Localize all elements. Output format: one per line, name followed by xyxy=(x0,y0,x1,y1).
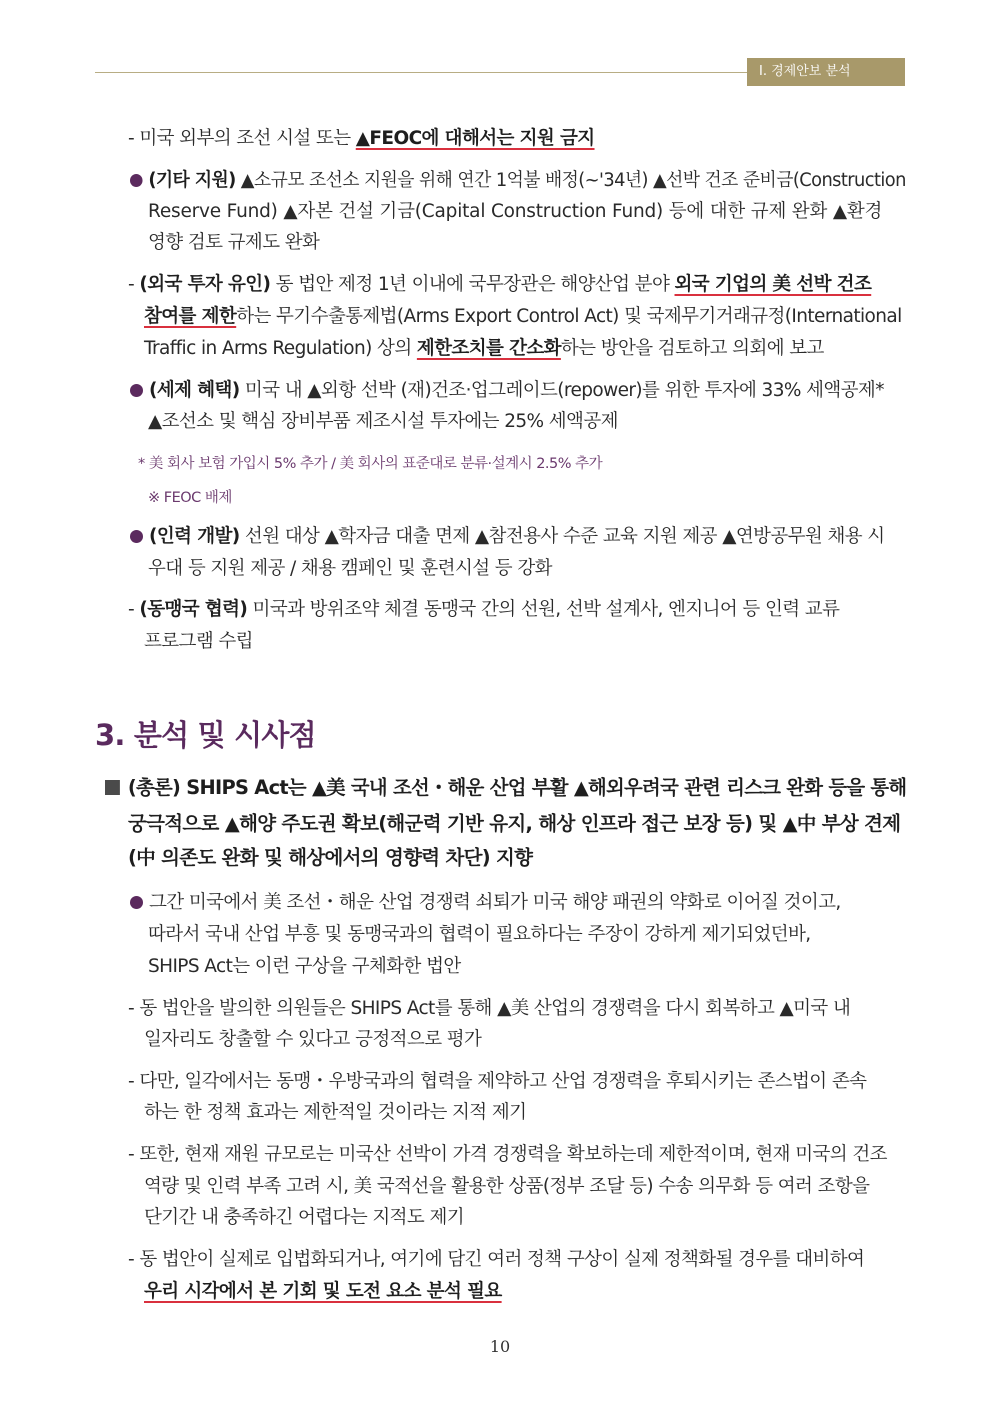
text-span: SHIPS Act는 이런 구상을 구체화한 법안 xyxy=(148,956,461,977)
text-span: 동 법안 제정 1년 이내에 국무장관은 해양산업 분야 xyxy=(270,274,675,295)
bullet-item xyxy=(130,890,841,916)
text-line xyxy=(128,597,839,623)
text-span: Reserve Fund) ▲자본 건설 기금(Capital Construction Fund) 등에 대한 규제 완화 ▲환경 xyxy=(148,201,883,222)
text-span: 단기간 내 충족하긴 어렵다는 지적도 제기 xyxy=(144,1207,465,1228)
text-line xyxy=(144,629,253,655)
text-span: - 동 법안이 실제로 입법화되거나, 여기에 담긴 여러 정책 구상이 실제 정책화될 경우를 대비하여 xyxy=(128,1249,865,1270)
underlined-emphasis: 외국 기업의 美 선박 건조 xyxy=(674,274,872,295)
text-line xyxy=(128,272,871,298)
square-bullet-icon xyxy=(105,780,120,795)
bullet-dot-icon xyxy=(130,174,143,187)
text-span: 프로그램 수립 xyxy=(144,631,253,652)
text-span: - 동 법안을 발의한 의원들은 SHIPS Act를 통해 ▲美 산업의 경쟁력을 다시 회복하고 ▲미국 내 xyxy=(128,998,851,1019)
text-span: 그간 미국에서 美 조선・해운 산업 경쟁력 쇠퇴가 미국 해양 패권의 약화로 이어질 것이고, xyxy=(149,892,841,913)
text-line xyxy=(128,996,850,1022)
text-line xyxy=(148,556,552,582)
underlined-emphasis: 우리 시각에서 본 기회 및 도전 요소 분석 필요 xyxy=(144,1281,502,1302)
text-span: 따라서 국내 산업 부흥 및 동맹국과의 협력이 필요하다는 주장이 강하게 제기되었던바, xyxy=(148,924,811,945)
bullet-item xyxy=(130,378,884,404)
text-line xyxy=(148,230,319,256)
footnote: ※ FEOC 배제 xyxy=(148,490,232,506)
text-span: (총론) SHIPS Act는 ▲美 국내 조선・해운 산업 부활 ▲해외우려국 관련 리스크 완화 등을 통해 xyxy=(127,776,907,799)
text-line xyxy=(144,1174,869,1200)
text-span: - 다만, 일각에서는 동맹・우방국과의 협력을 제약하고 산업 경쟁력을 후퇴시키는 존스법이 존속 xyxy=(128,1071,867,1092)
section-title: 3. 분석 및 시사점 xyxy=(95,718,316,752)
summary-lead-line xyxy=(128,844,532,872)
text-line xyxy=(144,336,824,362)
summary-lead-line xyxy=(128,810,900,838)
item-heading: (외국 투자 유인) xyxy=(139,274,271,295)
bullet-item xyxy=(130,524,885,550)
item-heading: (세제 혜택) xyxy=(149,380,240,401)
text-line xyxy=(148,922,811,948)
text-span: 궁극적으로 ▲해양 주도권 확보(해군력 기반 유지, 해상 인프라 접근 보장 등) 및 ▲中 부상 견제 xyxy=(128,812,901,835)
text-line xyxy=(148,409,618,435)
text-span: 영향 검토 규제도 완화 xyxy=(148,232,320,253)
page-number: 10 xyxy=(489,1337,511,1356)
text-line xyxy=(144,1100,526,1126)
text-line xyxy=(144,1027,481,1053)
text-span: 하는 무기수출통제법(Arms Export Control Act) 및 국제무기거래규정(International xyxy=(236,306,902,327)
text-span: 미국 내 ▲외항 선박 (재)건조·업그레이드(repower)를 위한 투자에 33% 세액공제* xyxy=(239,380,884,401)
text-span: 선원 대상 ▲학자금 대출 면제 ▲참전용사 수준 교육 지원 제공 ▲연방공무원 채용 시 xyxy=(239,526,885,547)
text-line xyxy=(144,304,902,330)
text-span: ▲소규모 조선소 지원을 위해 연간 1억불 배정(~'34년) ▲선박 건조 준비금(Construction xyxy=(235,170,906,191)
text-span: - 미국 외부의 조선 시설 또는 xyxy=(128,128,356,149)
item-heading: (기타 지원) xyxy=(148,170,236,191)
header-rule xyxy=(95,72,747,73)
text-line xyxy=(144,1279,502,1305)
text-span: Traffic in Arms Regulation) 상의 xyxy=(144,338,417,359)
item-heading: (동맹국 협력) xyxy=(139,599,248,620)
text-span: - 또한, 현재 재원 규모로는 미국산 선박이 가격 경쟁력을 확보하는데 제한적이며, 현재 미국의 건조 xyxy=(128,1144,887,1165)
footnote: * 美 회사 보험 가입시 5% 추가 / 美 회사의 표준대로 분류·설계시 2.5% 추가 xyxy=(138,456,603,472)
underlined-emphasis: 참여를 제한 xyxy=(144,306,237,327)
underlined-emphasis: ▲FEOC에 대해서는 지원 금지 xyxy=(355,128,595,149)
bullet-item xyxy=(130,168,906,194)
text-line xyxy=(128,1069,866,1095)
bullet-dot-icon xyxy=(130,530,143,543)
text-span: 일자리도 창출할 수 있다고 긍정적으로 평가 xyxy=(144,1029,482,1050)
text-span: ▲조선소 및 핵심 장비부품 제조시설 투자에는 25% 세액공제 xyxy=(148,411,618,432)
bullet-dot-icon xyxy=(130,896,143,909)
text-span: - xyxy=(128,274,140,295)
text-line xyxy=(128,1247,864,1273)
text-span: 하는 한 정책 효과는 제한적일 것이라는 지적 제기 xyxy=(144,1102,527,1123)
text-span: 미국과 방위조약 체결 동맹국 간의 선원, 선박 설계사, 엔지니어 등 인력 교류 xyxy=(247,599,840,620)
text-span: 하는 방안을 검토하고 의회에 보고 xyxy=(560,338,824,359)
text-line xyxy=(144,1205,464,1231)
text-span: - xyxy=(128,599,140,620)
header-section-tab: Ⅰ. 경제안보 분석 xyxy=(747,58,905,86)
bullet-dot-icon xyxy=(130,384,143,397)
text-line xyxy=(148,954,461,980)
item-heading: (인력 개발) xyxy=(149,526,240,547)
underlined-emphasis: 제한조치를 간소화 xyxy=(416,338,561,359)
text-span: 역량 및 인력 부족 고려 시, 美 국적선을 활용한 상품(정부 조달 등) 수송 의무화 등 여러 조항을 xyxy=(144,1176,870,1197)
text-line xyxy=(128,1142,887,1168)
text-span: (中 의존도 완화 및 해상에서의 영향력 차단) 지향 xyxy=(128,846,533,869)
text-span: 우대 등 지원 제공 / 채용 캠페인 및 훈련시설 등 강화 xyxy=(148,558,552,579)
text-line xyxy=(128,126,595,152)
text-line xyxy=(148,199,882,225)
summary-lead-line xyxy=(105,774,906,802)
